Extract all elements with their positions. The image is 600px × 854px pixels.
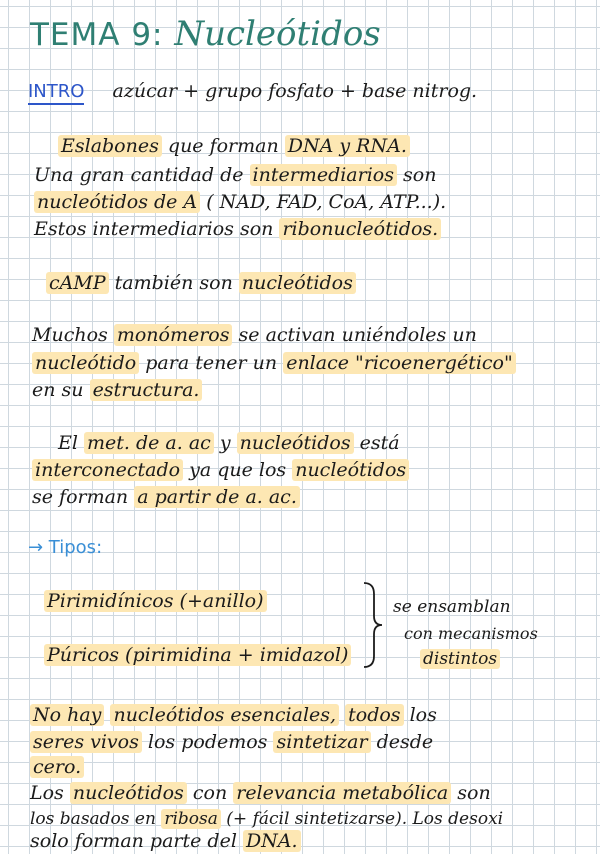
p3-text: para tener un bbox=[145, 352, 278, 374]
p4-text: El bbox=[58, 432, 78, 454]
p1-text: ( NAD, FAD, CoA, ATP...). bbox=[206, 191, 447, 213]
p5-text: (+ fácil sintetizarse). Los desoxi bbox=[226, 809, 504, 829]
p3-line-1 bbox=[32, 322, 477, 348]
p5-hl-no-hay: No hay bbox=[30, 704, 104, 726]
p5-hl-esenciales: nucleótidos esenciales, bbox=[110, 704, 339, 726]
p1-hl-nucleotidos-a: nucleótidos de A bbox=[34, 191, 200, 213]
p5-text: son bbox=[457, 782, 491, 804]
tipos-note-1: se ensamblan bbox=[393, 597, 511, 617]
tipos-hl-puricos: Púricos (pirimidina + imidazol) bbox=[44, 644, 351, 666]
p5-line-4 bbox=[30, 780, 491, 806]
tipos-hl-pirimidinicos: Pirimidínicos (+anillo) bbox=[44, 590, 267, 612]
p3-hl-estructura: estructura. bbox=[90, 379, 203, 401]
tipos-item-2 bbox=[44, 642, 351, 668]
p4-text: se forman bbox=[32, 486, 129, 508]
p1-hl-eslabones: Eslabones bbox=[58, 135, 162, 157]
p4-hl-a-partir: a partir de a. ac. bbox=[134, 486, 300, 508]
p1-hl-intermediarios: intermediarios bbox=[250, 164, 397, 186]
p5-hl-todos: todos bbox=[345, 704, 403, 726]
p4-line-1 bbox=[58, 430, 400, 456]
p5-line-3 bbox=[30, 754, 84, 780]
p5-hl-dna: DNA. bbox=[243, 830, 301, 852]
p5-line-6 bbox=[30, 828, 301, 854]
p5-line-1 bbox=[30, 702, 437, 728]
p2-line bbox=[46, 270, 356, 296]
tipos-item-1 bbox=[44, 588, 267, 614]
p1-hl-ribonucleotidos: ribonucleótidos. bbox=[279, 218, 441, 240]
p5-text: los basados en bbox=[30, 809, 156, 829]
tipos-hl-distintos: distintos bbox=[420, 649, 500, 669]
p5-hl-seres-vivos: seres vivos bbox=[30, 731, 142, 753]
p1-line-3 bbox=[34, 189, 446, 215]
p3-hl-enlace: enlace "ricoenergético" bbox=[283, 352, 516, 374]
p5-hl-sintetizar: sintetizar bbox=[273, 731, 370, 753]
tipos-note-3 bbox=[420, 646, 500, 672]
p3-hl-monomeros: monómeros bbox=[114, 324, 233, 346]
p4-text: está bbox=[359, 432, 400, 454]
page-title bbox=[30, 14, 381, 54]
p4-hl-nucleotidos-2: nucleótidos bbox=[292, 459, 409, 481]
p4-text: y bbox=[219, 432, 231, 454]
p5-hl-nucleotidos: nucleótidos bbox=[70, 782, 187, 804]
p4-line-3 bbox=[32, 484, 300, 510]
title-main: Nucleótidos bbox=[174, 14, 381, 54]
p1-line-4 bbox=[34, 216, 441, 242]
intro-line bbox=[28, 78, 477, 105]
p4-text: ya que los bbox=[189, 459, 287, 481]
p5-text: los podemos bbox=[147, 731, 268, 753]
p2-hl-camp: cAMP bbox=[46, 272, 109, 294]
p5-text: Los bbox=[30, 782, 64, 804]
p3-text: se activan uniéndoles un bbox=[238, 324, 477, 346]
p5-hl-relevancia: relevancia metabólica bbox=[233, 782, 451, 804]
p1-line-1 bbox=[58, 133, 410, 159]
p5-text: solo forman parte del bbox=[30, 830, 237, 852]
p1-text: que forman bbox=[167, 135, 279, 157]
p1-line-2 bbox=[34, 162, 436, 188]
p4-line-2 bbox=[32, 457, 409, 483]
p2-text: también son bbox=[114, 272, 233, 294]
p5-text: los bbox=[409, 704, 437, 726]
tipos-label: → Tipos: bbox=[28, 537, 103, 558]
p3-text: Muchos bbox=[32, 324, 108, 346]
p4-hl-interconectado: interconectado bbox=[32, 459, 183, 481]
title-prefix: TEMA 9: bbox=[30, 17, 164, 53]
p5-hl-ribosa: ribosa bbox=[161, 809, 221, 829]
p4-hl-met: met. de a. ac bbox=[84, 432, 214, 454]
p4-hl-nucleotidos: nucleótidos bbox=[237, 432, 354, 454]
p3-text: en su bbox=[32, 379, 84, 401]
p1-text: son bbox=[403, 164, 437, 186]
p5-line-2 bbox=[30, 729, 433, 755]
tipos-note-2: con mecanismos bbox=[404, 624, 538, 643]
p5-text: con bbox=[192, 782, 228, 804]
right-brace-icon bbox=[360, 580, 384, 670]
p5-text: desde bbox=[376, 731, 434, 753]
p2-hl-nucleotidos: nucleótidos bbox=[239, 272, 356, 294]
p3-hl-nucleotido: nucleótido bbox=[32, 352, 139, 374]
intro-formula: azúcar + grupo fosfato + base nitrog. bbox=[112, 80, 478, 102]
p1-hl-dna-rna: DNA y RNA. bbox=[285, 135, 410, 157]
p3-line-3 bbox=[32, 377, 202, 403]
p1-text: Estos intermediarios son bbox=[34, 218, 274, 240]
p1-text: Una gran cantidad de bbox=[34, 164, 244, 186]
p5-hl-cero: cero. bbox=[30, 756, 84, 778]
intro-label: INTRO bbox=[28, 81, 84, 105]
p3-line-2 bbox=[32, 350, 516, 376]
